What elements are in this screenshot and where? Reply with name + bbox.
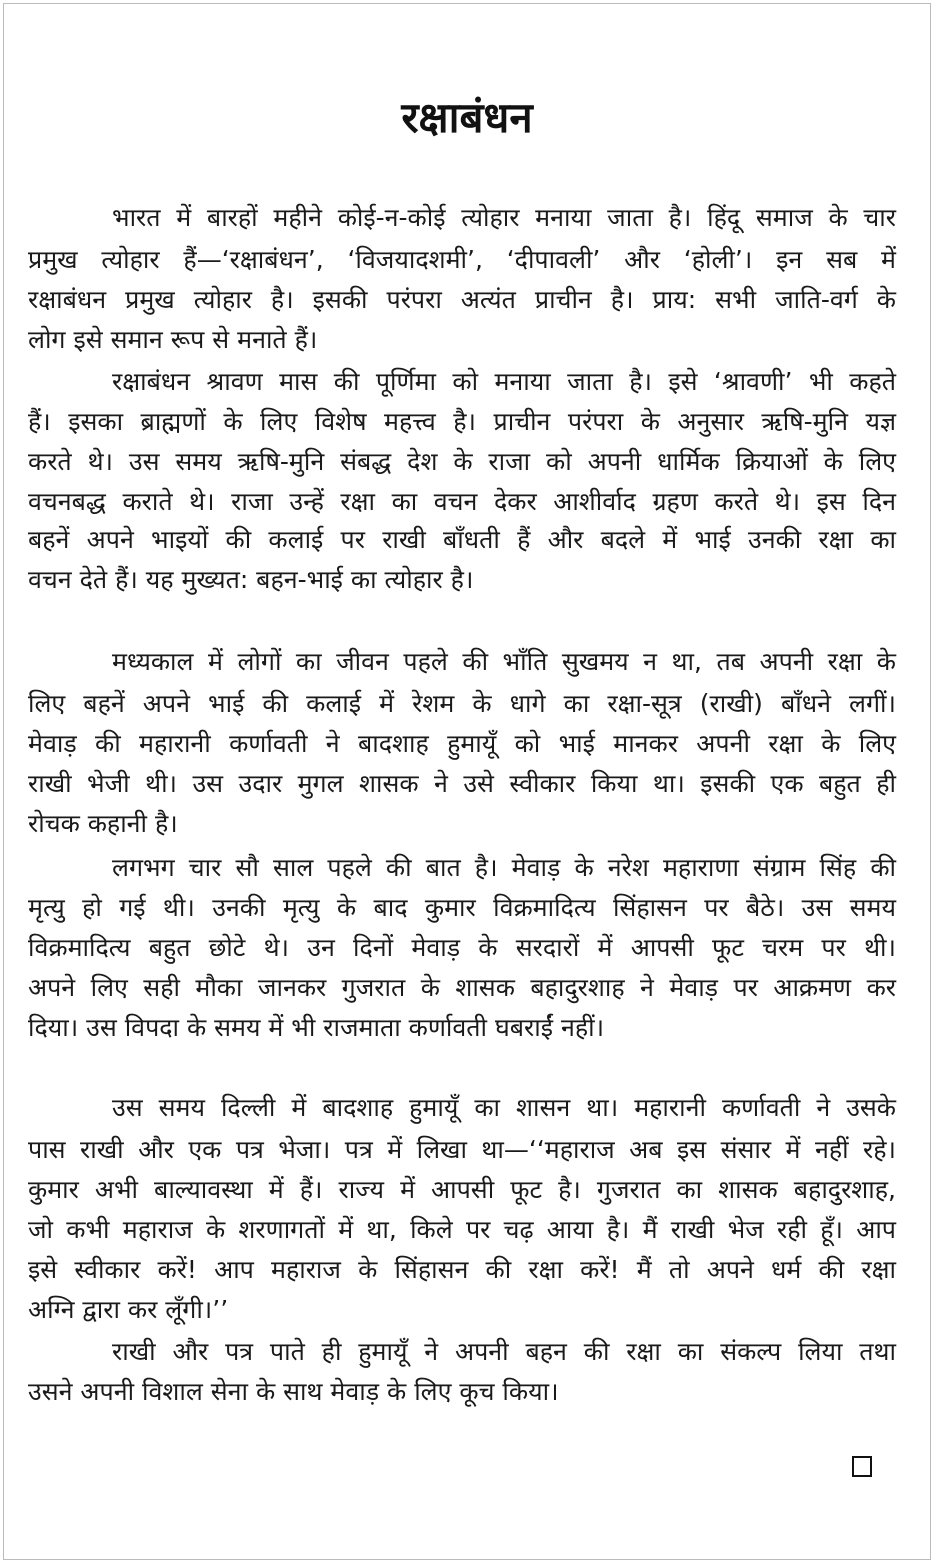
paragraph-line: अग्नि द्वारा कर लूँगी।’’: [28, 1295, 229, 1324]
paragraph-line: रोचक कहानी है।: [28, 809, 178, 838]
page-title: रक्षाबंधन: [401, 93, 533, 142]
paragraph-line: विक्रमादित्य बहुत छोटे थे। उन दिनों मेवाड़ के सरदारों में आपसी फूट चरम पर थी।: [28, 933, 896, 962]
paragraph-line: उस समय दिल्ली में बादशाह हुमायूँ का शासन था। महारानी कर्णावती ने उसके: [112, 1093, 896, 1122]
paragraph-line: लोग इसे समान रूप से मनाते हैं।: [28, 325, 318, 354]
paragraph-line: कुमार अभी बाल्यावस्था में हैं। राज्य में आपसी फूट है। गुजरात का शासक बहादुरशाह,: [28, 1175, 896, 1204]
paragraph-line: जो कभी महाराज के शरणागतों में था, किले पर चढ़ आया है। मैं राखी भेज रही हूँ। आप: [28, 1215, 896, 1244]
paragraph-line: वचन देते हैं। यह मुख्यत: बहन-भाई का त्योहार है।: [28, 565, 474, 594]
paragraph-line: मृत्यु हो गई थी। उनकी मृत्यु के बाद कुमार विक्रमादित्य सिंहासन पर बैठे। उस समय: [28, 893, 896, 922]
end-of-text-square-icon: [852, 1456, 872, 1477]
paragraph-line: प्रमुख त्योहार हैं—‘रक्षाबंधन’, ‘विजयादशमी’, ‘दीपावली’ और ‘होली’। इन सब में: [28, 245, 896, 274]
paragraph-line: उसने अपनी विशाल सेना के साथ मेवाड़ के लिए कूच किया।: [28, 1377, 559, 1406]
paragraph-line: लगभग चार सौ साल पहले की बात है। मेवाड़ के नरेश महाराणा संग्राम सिंह की: [112, 853, 896, 882]
paragraph-line: हैं। इसका ब्राह्मणों के लिए विशेष महत्त्व है। प्राचीन परंपरा के अनुसार ऋषि-मुनि यज्ञ: [28, 407, 896, 436]
paragraph-line: दिया। उस विपदा के समय में भी राजमाता कर्णावती घबराईं नहीं।: [28, 1013, 605, 1042]
paragraph-line: राखी भेजी थी। उस उदार मुगल शासक ने उसे स्वीकार किया था। इसकी एक बहुत ही: [28, 769, 896, 798]
paragraph-line: मेवाड़ की महारानी कर्णावती ने बादशाह हुमायूँ को भाई मानकर अपनी रक्षा के लिए: [28, 729, 896, 758]
paragraph-line: रक्षाबंधन श्रावण मास की पूर्णिमा को मनाया जाता है। इसे ‘श्रावणी’ भी कहते: [112, 367, 896, 396]
paragraph-line: भारत में बारहों महीने कोई-न-कोई त्योहार मनाया जाता है। हिंदू समाज के चार: [112, 203, 896, 232]
paragraph-line: बहनें अपने भाइयों की कलाई पर राखी बाँधती हैं और बदले में भाई उनकी रक्षा का: [28, 525, 896, 554]
paragraph-line: वचनबद्ध कराते थे। राजा उन्हें रक्षा का वचन देकर आशीर्वाद ग्रहण करते थे। इस दिन: [28, 487, 896, 516]
paragraph-line: पास राखी और एक पत्र भेजा। पत्र में लिखा था—‘‘महाराज अब इस संसार में नहीं रहे।: [28, 1135, 896, 1164]
paragraph-line: राखी और पत्र पाते ही हुमायूँ ने अपनी बहन की रक्षा का संकल्प लिया तथा: [112, 1337, 896, 1366]
paragraph-line: करते थे। उस समय ऋषि-मुनि संबद्ध देश के राजा को अपनी धार्मिक क्रियाओं के लिए: [28, 447, 896, 476]
paragraph-line: रक्षाबंधन प्रमुख त्योहार है। इसकी परंपरा अत्यंत प्राचीन है। प्राय: सभी जाति-वर्ग के: [28, 285, 896, 314]
paragraph-line: मध्यकाल में लोगों का जीवन पहले की भाँति सुखमय न था, तब अपनी रक्षा के: [112, 647, 896, 676]
paragraph-line: इसे स्वीकार करें! आप महाराज के सिंहासन की रक्षा करें! मैं तो अपने धर्म की रक्षा: [28, 1255, 896, 1284]
paragraph-line: लिए बहनें अपने भाई की कलाई में रेशम के धागे का रक्षा-सूत्र (राखी) बाँधने लगीं।: [28, 689, 896, 718]
paragraph-line: अपने लिए सही मौका जानकर गुजरात के शासक बहादुरशाह ने मेवाड़ पर आक्रमण कर: [28, 973, 896, 1002]
